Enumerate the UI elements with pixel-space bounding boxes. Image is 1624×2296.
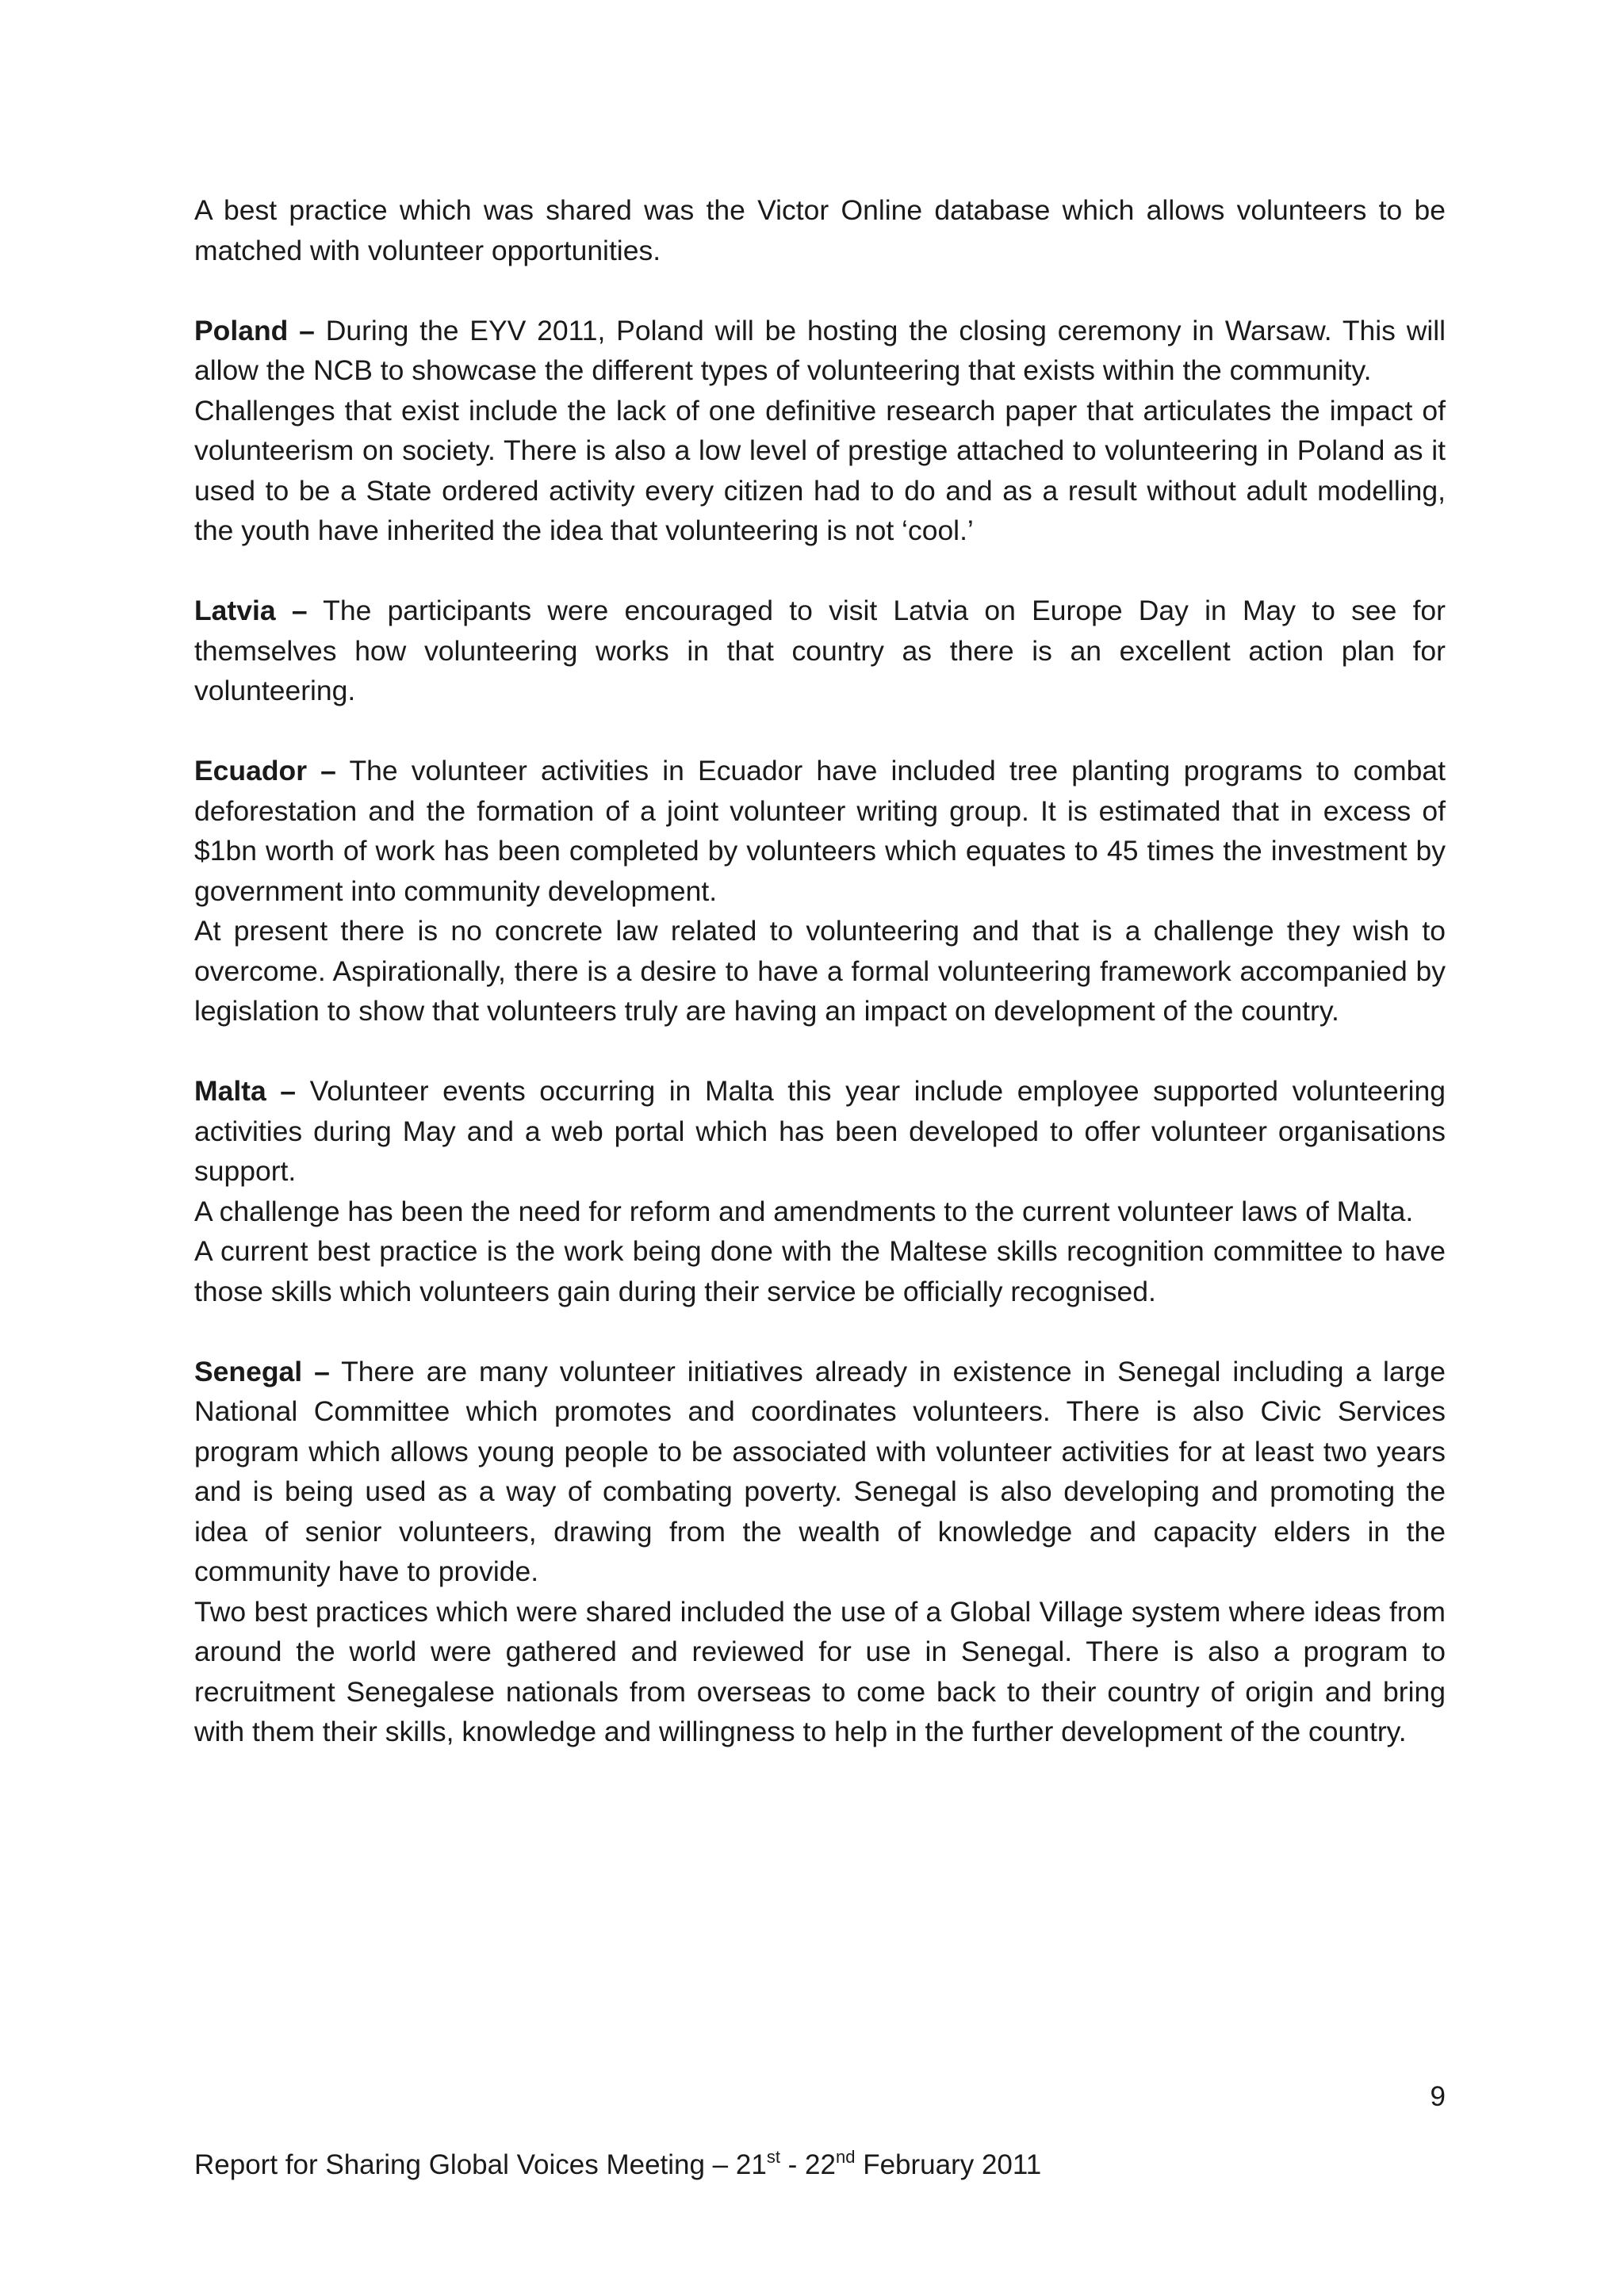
malta-paragraph-3: A current best practice is the work being done with the Maltese skills recognition committee to have those skills which volunteers gain during their service be officially recognised. <box>194 1235 1446 1307</box>
latvia-text-1: The participants were encouraged to visit Latvia on Europe Day in May to see for themselves how volunteering works in that country as there is an excellent action plan for volunteering. <box>194 595 1446 706</box>
footer-prefix: Report for Sharing Global Voices Meeting – 21 <box>194 2149 767 2180</box>
paragraph-gap <box>194 711 1446 752</box>
footer-sup-st: st <box>766 2147 780 2167</box>
senegal-paragraph-2: Two best practices which were shared included the use of a Global Village system where ideas from around the world were gathered and reviewed for use in Senegal. There is also a program to recruitment Senegalese nationals from overseas to come back to their country of origin and bring with them their skills, knowledge and willingness to help in the further development of the country. <box>194 1595 1446 1747</box>
footer-suffix: February 2011 <box>855 2149 1042 2180</box>
ecuador-paragraph-2: At present there is no concrete law related to volunteering and that is a challenge they wish to overcome. Aspirationally, there is a desire to have a formal volunteering framework accompanied by legislation to show that volunteers truly are having an impact on development of the country. <box>194 915 1446 1027</box>
paragraph-gap <box>194 1031 1446 1072</box>
malta-text-1: Volunteer events occurring in Malta this year include employee supported volunteering activities during May and a web portal which has been developed to offer volunteer organisations support. <box>194 1075 1446 1187</box>
ecuador-paragraph-1 <box>194 751 1446 911</box>
page-footer <box>194 2145 1041 2185</box>
ecuador-heading: Ecuador – <box>194 755 336 786</box>
paragraph-gap <box>194 270 1446 311</box>
senegal-text-1: There are many volunteer initiatives already in existence in Senegal including a large National Committee which promotes and coordinates volunteers. There is also Civic Services program which allows young people to be associated with volunteer activities for at least two years and is being used as a way of combating poverty. Senegal is also developing and promoting the idea of senior volunteers, drawing from the wealth of knowledge and capacity elders in the community have to provide. <box>194 1355 1446 1587</box>
malta-paragraph-1 <box>194 1071 1446 1192</box>
intro-paragraph: A best practice which was shared was the Victor Online database which allows volunteers to be matched with volunteer opportunities. <box>194 194 1446 266</box>
paragraph-gap <box>194 551 1446 591</box>
page-number: 9 <box>1430 2081 1446 2112</box>
malta-heading: Malta – <box>194 1075 297 1107</box>
document-body <box>194 190 1446 1752</box>
senegal-heading: Senegal – <box>194 1355 330 1387</box>
poland-paragraph-1 <box>194 311 1446 391</box>
poland-heading: Poland – <box>194 314 315 346</box>
poland-text-1: During the EYV 2011, Poland will be hosting the closing ceremony in Warsaw. This will allow the NCB to showcase the different types of volunteering that exists within the community. <box>194 314 1446 386</box>
poland-paragraph-2: Challenges that exist include the lack of one definitive research paper that articulates the impact of volunteerism on society. There is also a low level of prestige attached to volunteering in Poland as it used to be a State ordered activity every citizen had to do and as a result without adult modelling, the youth have inherited the idea that volunteering is not ‘cool.’ <box>194 394 1446 546</box>
footer-middle: - 22 <box>779 2149 836 2180</box>
malta-paragraph-2: A challenge has been the need for reform and amendments to the current volunteer laws of Malta. <box>194 1195 1414 1227</box>
footer-sup-nd: nd <box>835 2147 856 2167</box>
latvia-heading: Latvia – <box>194 595 308 626</box>
ecuador-text-1: The volunteer activities in Ecuador have included tree planting programs to combat deforestation and the formation of a joint volunteer writing group. It is estimated that in excess of $1bn worth of work has been completed by volunteers which equates to 45 times the investment by government into community development. <box>194 755 1446 907</box>
senegal-paragraph-1 <box>194 1352 1446 1592</box>
latvia-paragraph-1 <box>194 591 1446 711</box>
paragraph-gap <box>194 1311 1446 1352</box>
